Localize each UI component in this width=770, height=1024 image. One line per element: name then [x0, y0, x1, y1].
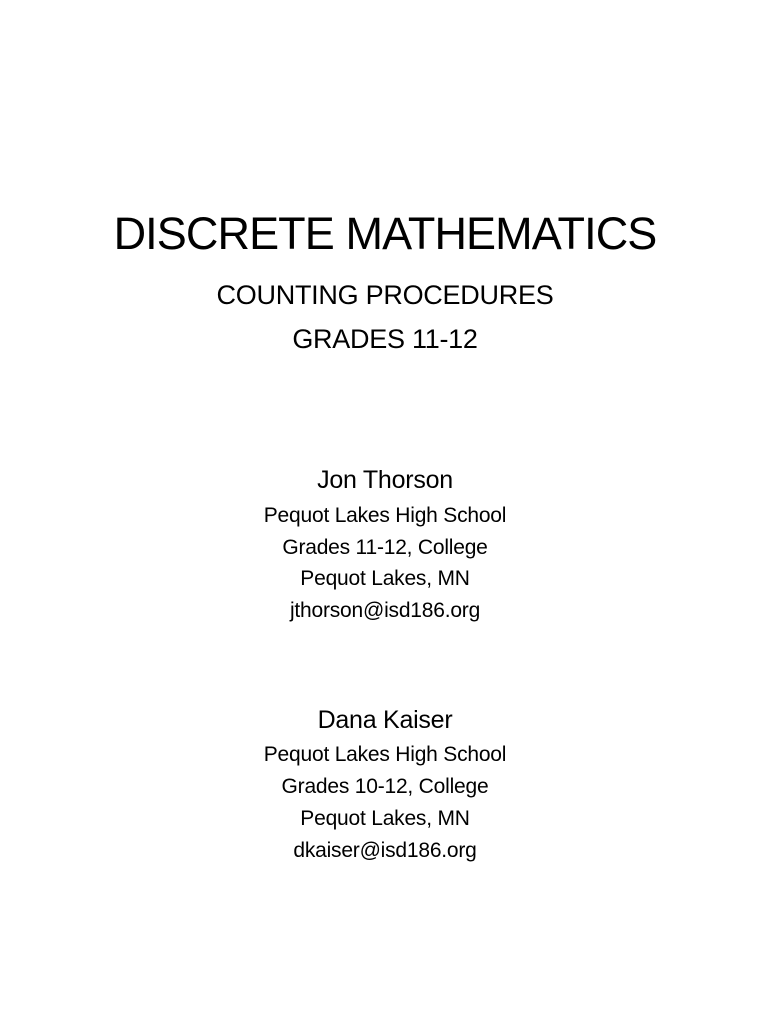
author-name: Dana Kaiser	[317, 706, 453, 734]
author-location: Pequot Lakes, MN	[300, 567, 470, 590]
author-email: jthorson@isd186.org	[289, 599, 481, 622]
author-grades: Grades 10-12, College	[281, 775, 489, 798]
document-title: DISCRETE MATHEMATICS	[113, 208, 657, 259]
author-name: Jon Thorson	[317, 466, 453, 494]
author-school: Pequot Lakes High School	[263, 743, 507, 766]
author-grades: Grades 11-12, College	[282, 536, 488, 559]
document-subtitle-grades: GRADES 11-12	[292, 324, 478, 354]
document-subtitle-topic: COUNTING PROCEDURES	[216, 280, 554, 310]
author-school: Pequot Lakes High School	[263, 504, 507, 527]
author-email: dkaiser@isd186.org	[293, 839, 477, 862]
author-location: Pequot Lakes, MN	[300, 807, 470, 830]
